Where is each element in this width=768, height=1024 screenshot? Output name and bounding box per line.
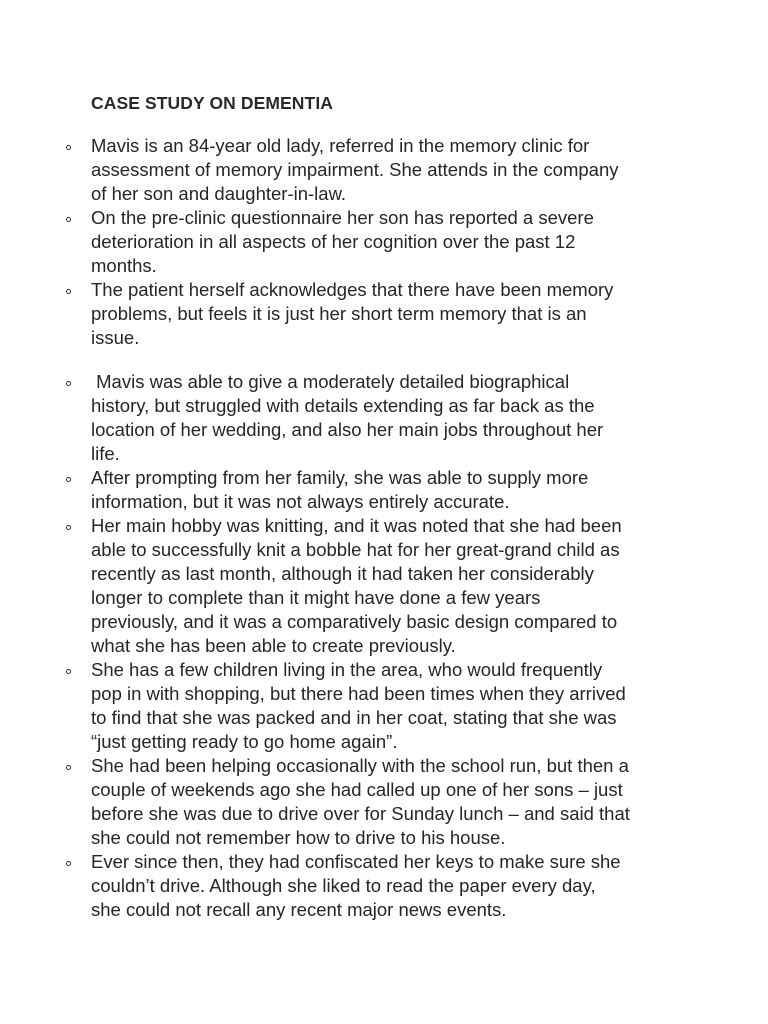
list-item xyxy=(0,206,768,278)
text-line: Mavis was able to give a moderately detailed biographical xyxy=(91,371,570,392)
text-line: problems, but feels it is just her short term memory that is an xyxy=(91,303,587,324)
hollow-bullet-icon xyxy=(66,217,71,222)
hollow-bullet-icon xyxy=(66,525,71,530)
text-line: she could not recall any recent major news events. xyxy=(91,899,507,920)
text-line: Ever since then, they had confiscated her keys to make sure she xyxy=(91,851,621,872)
text-line: Her main hobby was knitting, and it was noted that she had been xyxy=(91,515,622,536)
text-line: what she has been able to create previously. xyxy=(91,635,456,656)
hollow-bullet-icon xyxy=(66,289,71,294)
hollow-bullet-icon xyxy=(66,145,71,150)
text-line: assessment of memory impairment. She attends in the company xyxy=(91,159,619,180)
bullet-list xyxy=(0,134,768,922)
text-line: On the pre-clinic questionnaire her son has reported a severe xyxy=(91,207,594,228)
text-line: She had been helping occasionally with the school run, but then a xyxy=(91,755,629,776)
text-line: before she was due to drive over for Sunday lunch – and said that xyxy=(91,803,630,824)
text-line: previously, and it was a comparatively basic design compared to xyxy=(91,611,618,632)
hollow-bullet-icon xyxy=(66,861,71,866)
list-item xyxy=(0,370,768,466)
text-line: able to successfully knit a bobble hat for her great-grand child as xyxy=(91,539,620,560)
list-item xyxy=(0,754,768,850)
text-line: issue. xyxy=(91,327,140,348)
text-line: location of her wedding, and also her main jobs throughout her xyxy=(91,419,604,440)
text-line: information, but it was not always entirely accurate. xyxy=(91,491,510,512)
list-item xyxy=(0,850,768,922)
list-item xyxy=(0,466,768,514)
hollow-bullet-icon xyxy=(66,669,71,674)
hollow-bullet-icon xyxy=(66,381,71,386)
text-line: deterioration in all aspects of her cognition over the past 12 xyxy=(91,231,576,252)
list-item xyxy=(0,514,768,658)
document-title: CASE STUDY ON DEMENTIA xyxy=(91,93,334,113)
text-line: After prompting from her family, she was able to supply more xyxy=(91,467,589,488)
text-line: pop in with shopping, but there had been times when they arrived xyxy=(91,683,626,704)
text-line: longer to complete than it might have done a few years xyxy=(91,587,541,608)
text-line: to find that she was packed and in her coat, stating that she was xyxy=(91,707,617,728)
text-line: Mavis is an 84-year old lady, referred in the memory clinic for xyxy=(91,135,590,156)
hollow-bullet-icon xyxy=(66,477,71,482)
text-line: months. xyxy=(91,255,157,276)
list-item xyxy=(0,278,768,350)
text-line: of her son and daughter-in-law. xyxy=(91,183,347,204)
hollow-bullet-icon xyxy=(66,765,71,770)
text-line: “just getting ready to go home again”. xyxy=(91,731,398,752)
list-item xyxy=(0,134,768,206)
text-line: life. xyxy=(91,443,120,464)
text-line: recently as last month, although it had taken her considerably xyxy=(91,563,594,584)
text-line: history, but struggled with details extending as far back as the xyxy=(91,395,595,416)
text-line: couple of weekends ago she had called up one of her sons – just xyxy=(91,779,623,800)
text-line: she could not remember how to drive to his house. xyxy=(91,827,506,848)
list-item xyxy=(0,658,768,754)
text-line: couldn’t drive. Although she liked to read the paper every day, xyxy=(91,875,596,896)
text-line: The patient herself acknowledges that there have been memory xyxy=(91,279,614,300)
text-line: She has a few children living in the area, who would frequently xyxy=(91,659,603,680)
